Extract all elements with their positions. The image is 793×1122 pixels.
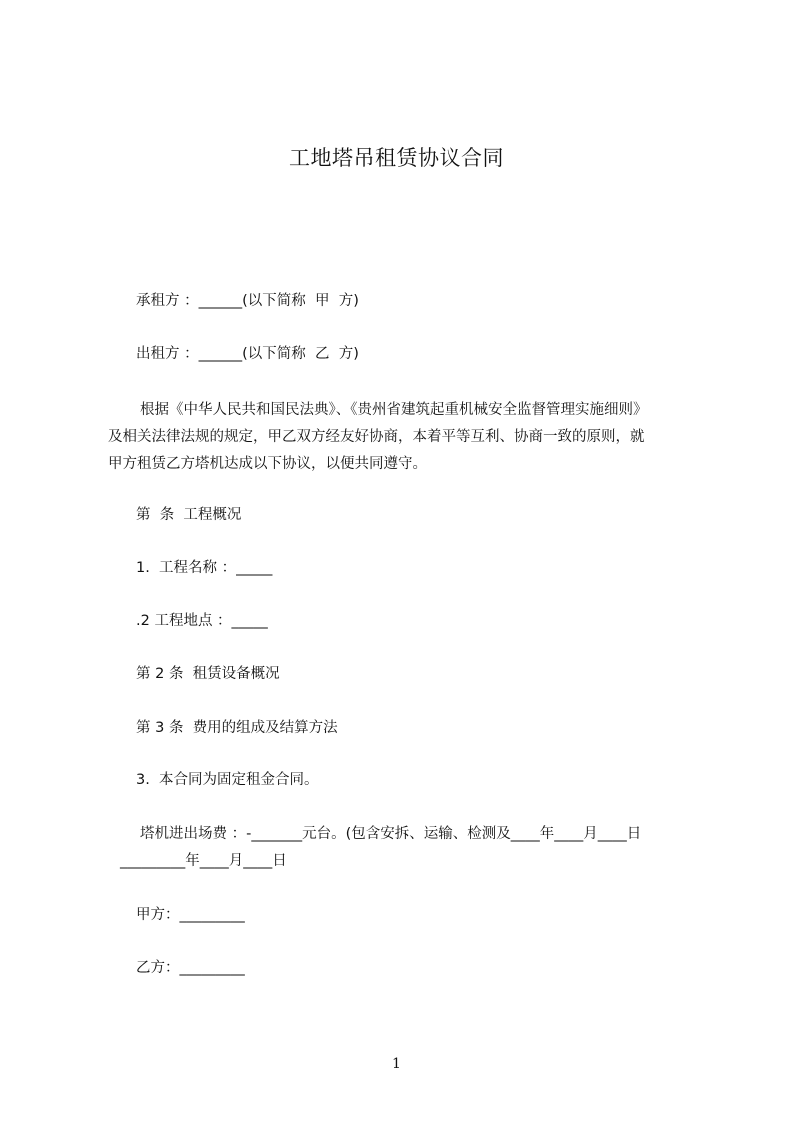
lessor-line: 出租方 ：______(以下简称 乙 方) — [136, 346, 359, 362]
item-project-name: 1. 工程名称 ：_____ — [136, 560, 273, 576]
page-number: 1 — [392, 1056, 401, 1072]
party-b-signature: 乙方：_________ — [136, 960, 245, 976]
lessee-line: 承租方 ：______(以下简称 甲 方) — [136, 293, 359, 309]
article-3-heading: 第 3 条 费用的组成及结算方法 — [136, 720, 338, 736]
fee-line-2: _________年____月____日 — [120, 853, 287, 869]
article-2-heading: 第 2 条 租赁设备概况 — [136, 666, 280, 682]
article-1-heading: 第 条 工程概况 — [136, 507, 242, 523]
document-title: 工地塔吊租赁协议合同 — [289, 146, 504, 170]
item-fixed-rent: 3. 本合同为固定租金合同。 — [136, 772, 319, 788]
item-project-location: .2 工程地点 ：_____ — [136, 613, 268, 629]
intro-line-3: 甲方租赁乙方塔机达成以下协议，以便共同遵守。 — [108, 456, 427, 472]
party-a-signature: 甲方：_________ — [136, 907, 245, 923]
intro-line-2: 及相关法律法规的规定，甲乙双方经友好协商，本着平等互利、协商一致的原则，就 — [108, 429, 645, 445]
intro-line-1: 根据《中华人民共和国民法典》、《贵州省建筑起重机械安全监督管理实施细则》 — [140, 402, 648, 418]
fee-line-1: 塔机进出场费 ：-_______元台。(包含安拆、运输、检测及____年____月____日 — [140, 826, 642, 842]
